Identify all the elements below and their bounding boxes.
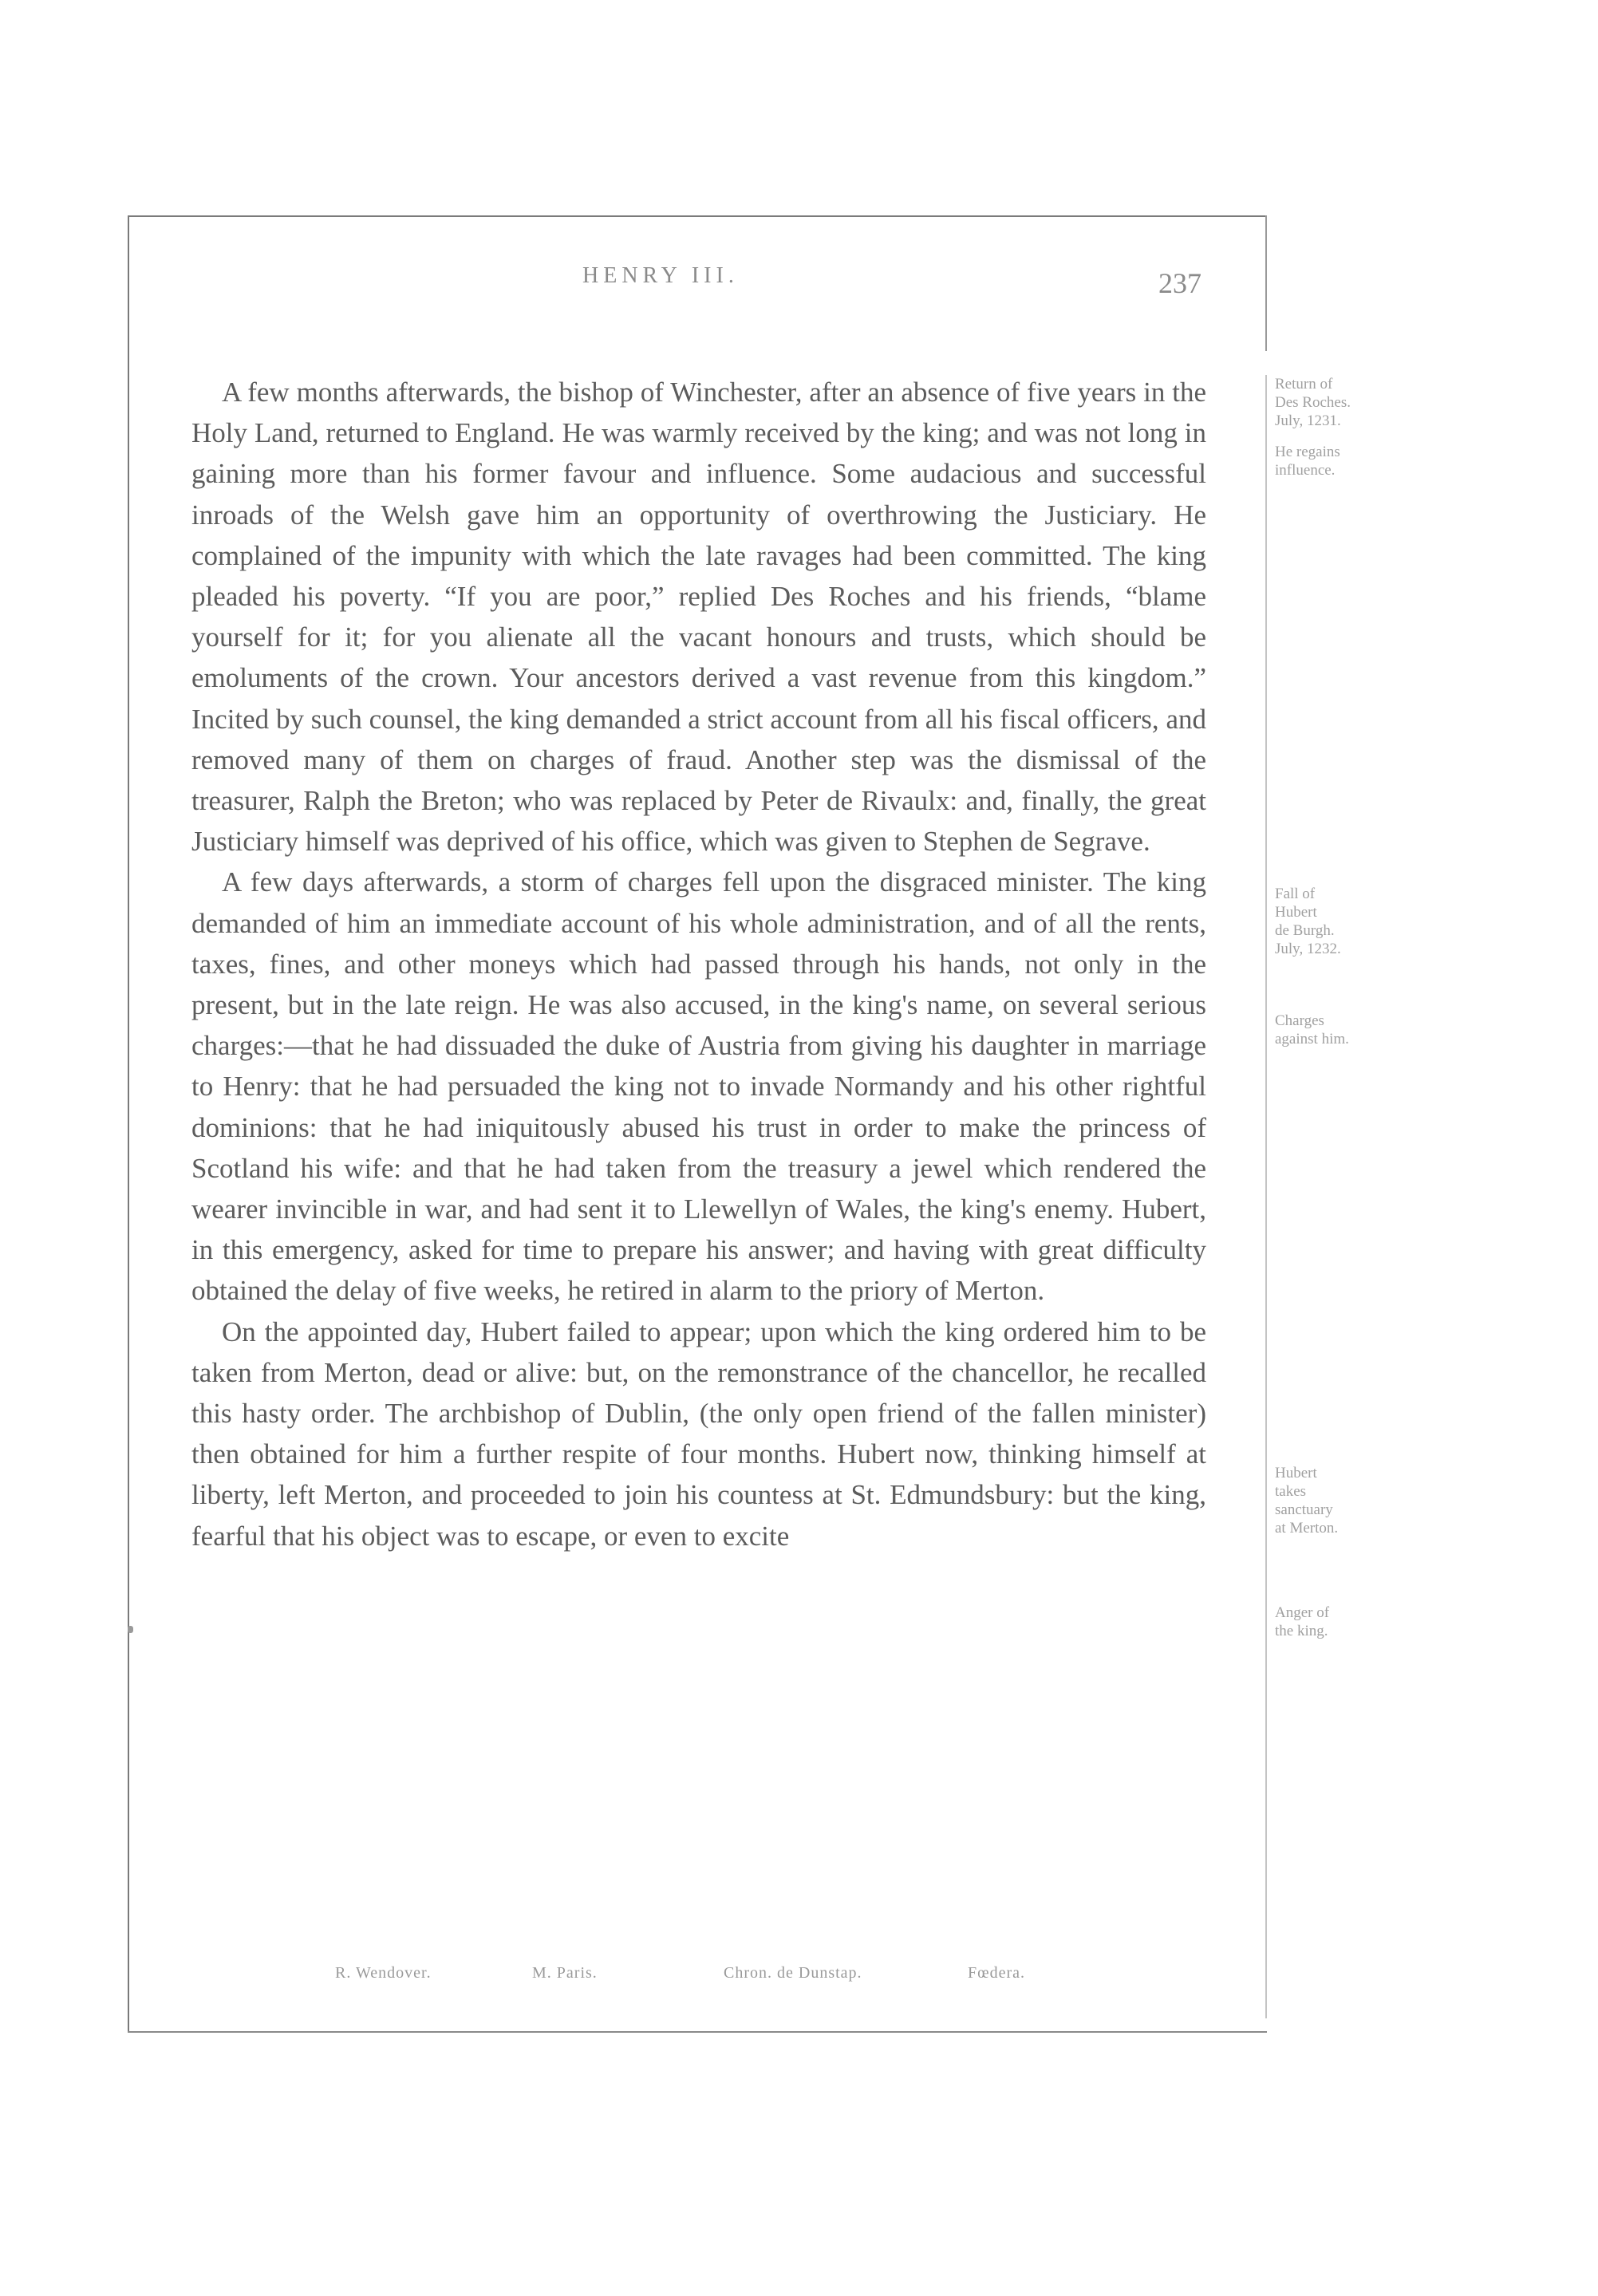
footer-source-paris: M. Paris. bbox=[532, 1964, 598, 1982]
margin-note-line: Hubert bbox=[1275, 904, 1317, 921]
page-frame-bottom-rule bbox=[128, 2031, 1267, 2033]
page-frame-left-rule bbox=[128, 215, 129, 2033]
margin-note-line: He regains bbox=[1275, 444, 1340, 460]
margin-note-line: Hubert bbox=[1275, 1465, 1317, 1481]
footer-source-wendover: R. Wendover. bbox=[335, 1964, 432, 1982]
margin-note-line: against him. bbox=[1275, 1031, 1349, 1047]
margin-note-return bbox=[1275, 375, 1395, 430]
margin-note-line: the king. bbox=[1275, 1623, 1328, 1639]
margin-note-line: Des Roches. bbox=[1275, 394, 1351, 411]
margin-note-line: Anger of bbox=[1275, 1604, 1330, 1621]
margin-note-line: July, 1231. bbox=[1275, 412, 1341, 429]
page-number: 237 bbox=[1158, 267, 1201, 299]
margin-note-line: Return of bbox=[1275, 376, 1333, 393]
margin-note-regains bbox=[1275, 443, 1395, 479]
margin-note-line: sanctuary bbox=[1275, 1501, 1333, 1518]
paragraph-anger-of-king: On the appointed day, Hubert failed to appear; upon which the king ordered him to be taken from Merton, dead or alive: but, on the remonstrance of the chancellor, he recalled this hasty order. The archbishop of Dublin, (the only open friend of the fallen minister) then obtained for him a further respite of four months. Hubert now, thinking himself at liberty, left Merton, and proceeded to join his countess at St. Edmundsbury: but the king, fearful that his object was to escape, or even to excite bbox=[191, 1316, 1206, 1552]
margin-note-line: influence. bbox=[1275, 462, 1336, 479]
margin-note-fall-of-hubert bbox=[1275, 885, 1395, 958]
margin-note-line: at Merton. bbox=[1275, 1520, 1339, 1537]
page-frame-top-rule bbox=[128, 215, 1267, 217]
margin-note-charges bbox=[1275, 1012, 1395, 1048]
footer-source-foedera: Fœdera. bbox=[968, 1964, 1025, 1982]
margin-note-anger bbox=[1275, 1604, 1395, 1640]
page-frame-right-rule bbox=[1265, 375, 1267, 2018]
margin-note-line: July, 1232. bbox=[1275, 941, 1341, 957]
margin-note-line: Charges bbox=[1275, 1012, 1324, 1029]
paragraph-return-of-des-roches: A few months afterwards, the bishop of Winchester, after an absence of five years in the Holy Land, returned to England. He was warmly received by the king; and was not long in gaining more than his former favour and influence. Some audacious and successful inroads of the Welsh gave him an opportunity of overthrowing the Justiciary. He complained of the impunity with which the late ravages had been committed. The king pleaded his poverty. “If you are poor,” replied Des Roches and his friends, “blame yourself for it; for you alienate all the vacant honours and trusts, which should be emoluments of the crown. Your ancestors derived a vast revenue from this kingdom.” Incited by such counsel, the king demanded a strict account from all his fiscal officers, and removed many of them on charges of fraud. Another step was the dismissal of the treasurer, Ralph the Breton; who was replaced by Peter de Rivaulx: and, finally, the great Justiciary himself was deprived of his office, which was given to Stephen de Segrave. bbox=[191, 377, 1206, 858]
margin-note-sanctuary bbox=[1275, 1464, 1395, 1537]
footer-source-dunstap: Chron. de Dunstap. bbox=[724, 1964, 862, 1982]
paragraph-charges: A few days afterwards, a storm of charges fell upon the disgraced minister. The king demanded of him an immediate account of his whole administration, and of all the rents, taxes, fines, and other moneys which had passed through his hands, not only in the present, but in the late reign. He was also accused, in the king's name, on several serious charges:—that he had dissuaded the duke of Austria from giving his daughter in marriage to Henry: that he had persuaded the king not to invade Normandy and his other rightful dominions: that he had iniquitously abused his trust in order to make the princess of Scotland his wife: and that he had taken from the treasury a jewel which rendered the wearer invincible in war, and had sent it to Llewellyn of Wales, the king's enemy. Hubert, in this emergency, asked for time to prepare his answer; and having with great difficulty obtained the delay of five weeks, he retired in alarm to the priory of Merton. bbox=[191, 866, 1206, 1307]
margin-note-line: takes bbox=[1275, 1483, 1307, 1500]
margin-note-line: de Burgh. bbox=[1275, 922, 1335, 939]
paper-speck bbox=[128, 1626, 133, 1633]
body-text bbox=[191, 372, 1206, 1556]
running-head: HENRY III. bbox=[582, 263, 739, 288]
margin-note-line: Fall of bbox=[1275, 886, 1316, 902]
page-frame-right-rule-upper bbox=[1265, 215, 1267, 351]
